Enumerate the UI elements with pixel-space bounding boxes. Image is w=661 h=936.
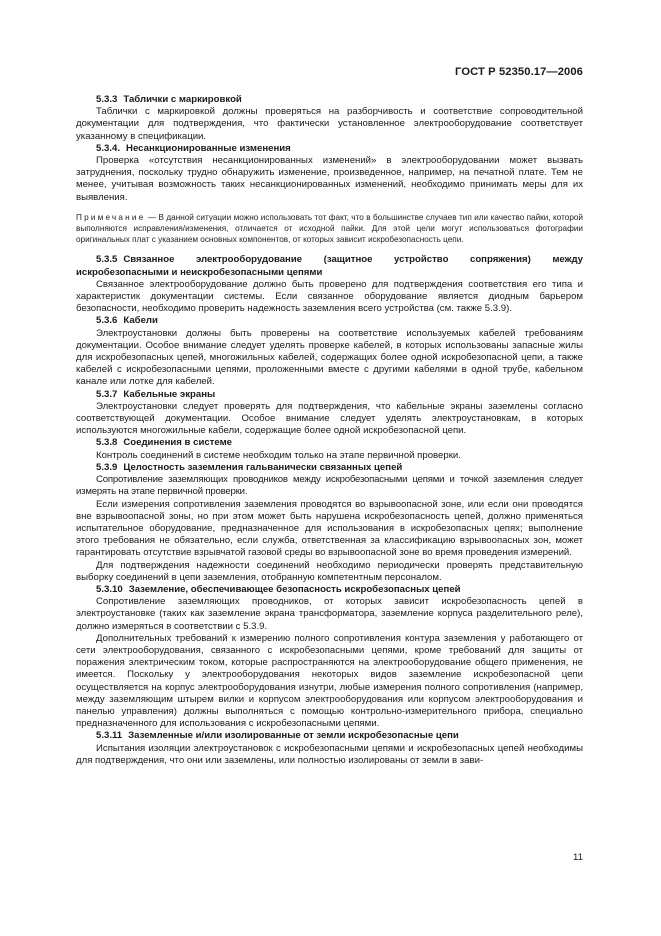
- paragraph: Контроль соединений в системе необходим только на этапе первичной проверки.: [96, 449, 461, 461]
- section-heading-5-3-8: [76, 437, 583, 449]
- section-heading-5-3-7: [76, 389, 583, 401]
- paragraph: Электроустановки следует проверять для подтверждения, что кабельные экраны заземлены согласно соответствующей документации. Особое внимание следует уделять электроустановкам, в которых используются многожильные кабели, содержащие более одной искробезопасной цепи.: [76, 400, 583, 437]
- section-number: 5.3.9: [96, 461, 118, 473]
- paragraph: Испытания изоляции электроустановок с искробезопасными цепями и искробезопасных цепей необходимы для подтверждения, что они или заземлены, или полностью изолированы от земли в зави-: [76, 742, 583, 766]
- document-body: [76, 94, 583, 767]
- section-heading-5-3-11: [76, 730, 583, 742]
- section-title: Связанное электрооборудование (защитное устройство сопряжения) между искробезопасными и неискробезопасными цепями: [76, 254, 583, 278]
- section-title: Соединения в системе: [123, 437, 233, 449]
- document-number: ГОСТ Р 52350.17—2006: [455, 66, 583, 78]
- section-title: Кабельные экраны: [123, 388, 216, 400]
- section-number: 5.3.5: [96, 254, 118, 266]
- section-title: Целостность заземления гальванически связанных цепей: [123, 461, 403, 473]
- section-title: Заземленные и/или изолированные от земли искробезопасные цепи: [128, 730, 459, 742]
- section-number: 5.3.11: [96, 730, 123, 742]
- paragraph: Если измерения сопротивления заземления проводятся во взрывоопасной зоне, или если они проводятся вне взрывоопасной зоны, но при этом может быть нарушена искробезопасность цепей, должно применяться испытательное оборудование, предназначенное для использования в искробезопасных цепях; выполнение этого требования не обязательно, если служба, ответственная за классификацию взрывоопасных зон, может гарантировать отсутствие взрывчатой газовой среды во взрывоопасной зоне во время проведения измерений.: [76, 498, 583, 559]
- section-heading-5-3-6: [76, 315, 583, 327]
- section-heading-5-3-3: [76, 94, 583, 106]
- section-number: 5.3.6: [96, 315, 118, 327]
- section-number: 5.3.4.: [96, 142, 121, 154]
- section-title: Кабели: [123, 315, 158, 327]
- section-heading-5-3-4: [76, 143, 583, 155]
- section-title: Несанкционированные изменения: [126, 142, 291, 154]
- section-number: 5.3.7: [96, 388, 118, 400]
- note: [76, 212, 583, 246]
- section-title: Таблички с маркировкой: [123, 94, 242, 105]
- page-number: 11: [573, 852, 583, 863]
- section-number: 5.3.8: [96, 437, 118, 449]
- section-number: 5.3.3: [96, 94, 118, 105]
- note-text: — В данной ситуации можно использовать тот факт, что в большинстве случаев тип или качество пайки, которой выполняются исправления/изменения, отличается от исходной пайки. Для этой цели могут использоваться фотографии оригинальных плат с указанием основных компонентов, от которых зависит искробезопасность цепи.: [76, 212, 583, 245]
- paragraph: Проверка «отсутствия несанкционированных изменений» в электрооборудовании может вызвать затруднения, поскольку трудно обнаружить изменение, произведенное, например, на печатной плате. Тем не менее, учитывая возможность таких несанкционированных изменений, необходимо принимать меры для их выявления.: [76, 155, 583, 203]
- paragraph: Сопротивление заземляющих проводников между искробезопасными цепями и точкой заземления следует измерять на этапе первичной проверки.: [76, 474, 583, 498]
- section-heading-5-3-10: [76, 584, 583, 596]
- section-heading-5-3-9: [76, 462, 583, 474]
- paragraph: Связанное электрооборудование должно быть проверено для подтверждения соответствия его типа и характеристик документации системы. Если связанное оборудование является диодным барьером безопасности, необходимо проверить надежность заземления всего устройства (см. также 5.3.9).: [76, 278, 583, 315]
- paragraph: Для подтверждения надежности соединений необходимо периодически проверять представительную выборку соединений в цепи заземления, отобранную компетентным персоналом.: [76, 559, 583, 583]
- section-heading-5-3-5: [76, 254, 583, 278]
- section-number: 5.3.10: [96, 583, 123, 595]
- paragraph: Таблички с маркировкой должны проверяться на разборчивость и соответствие сопроводительной документации для подтверждения, что фактически установленное электрооборудование соответствует указанному в спецификации.: [76, 106, 583, 142]
- note-label: Примечание: [76, 212, 146, 222]
- paragraph: Электроустановки должны быть проверены на соответствие используемых кабелей требованиям документации. Особое внимание следует уделять проверке кабелей, в которых использованы запасные жилы для искробезопасных цепей, многожильных кабелей, содержащих более одной искробезопасной цепи, а также кабелей с искробезопасными цепями, проложенными вместе с другими кабелями в одной трубе, кабельном канале или лотке для кабелей.: [76, 327, 583, 388]
- paragraph: Дополнительных требований к измерению полного сопротивления контура заземления у работающего от сети электрооборудования, связанного с искробезопасными цепями, кроме требований для защиты от поражения электрическим током, которые распространяются на электрооборудование общего применения, не имеется. Поскольку у электрооборудования некоторых видов заземление искробезопасной цепи осуществляется на корпус электрооборудования изнутри, любые измерения полного сопротивления (например, между заземляющим штырем вилки и корпусом электрооборудования или корпусом электрооборудования и панелью управления) должны выполняться с помощью контрольно-измерительного прибора, специально предназначенного для использования с искробезопасными цепями.: [76, 632, 583, 730]
- section-title: Заземление, обеспечивающее безопасность искробезопасных цепей: [128, 583, 461, 595]
- paragraph: Сопротивление заземляющих проводников, от которых зависит искробезопасность цепей в электроустановке (таких как заземление экрана трансформатора, заземление корпуса разделительного реле), должно измеряться в соответствии с 5.3.9.: [76, 596, 583, 632]
